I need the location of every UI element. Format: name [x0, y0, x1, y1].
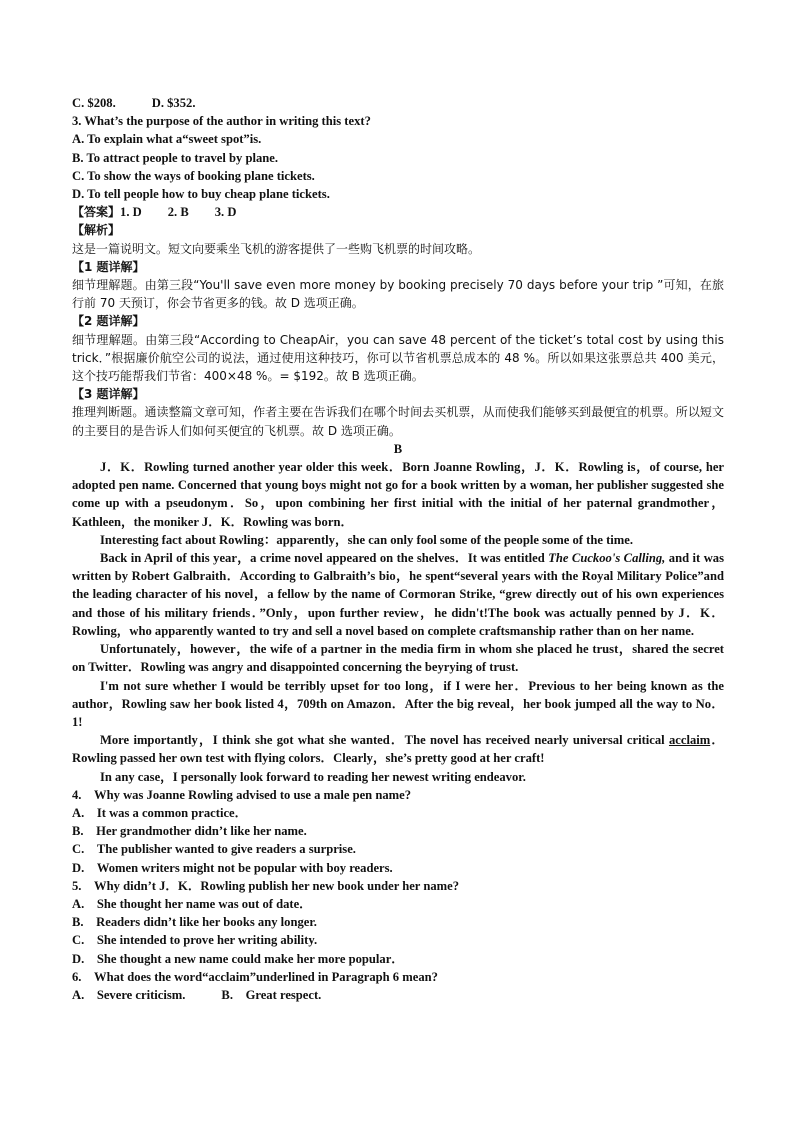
document-page: [72, 94, 724, 1004]
q5-option-b: B. Readers didn’t like her books any longer.: [72, 915, 317, 930]
passage-paragraph-7: In any case，I personally look forward to reading her newest writing endeavor.: [100, 769, 526, 784]
detail-1-text: 细节理解题。由第三段“You'll save even more money by booking precisely 70 days before your trip ”可知，在旅行前 70 天预订，你会节省更多的钱。故 D 选项正确。: [72, 278, 724, 311]
analysis-label: 【解析】: [72, 223, 121, 238]
q2-option-d: D. $352.: [151, 96, 196, 110]
q5-option-c: C. She intended to prove her writing ability.: [72, 933, 318, 948]
detail-3-text: 推理判断题。通读整篇文章可知，作者主要在告诉我们在哪个时间去买机票，从而使我们能够买到最便宜的机票。所以短文的主要目的是告诉人们如何买便宜的飞机票。故 D 选项正确。: [72, 405, 724, 438]
p3-before: Back in April of this year，a crime novel appeared on the shelves．It was entitled: [100, 551, 549, 566]
q3-option-d: D. To tell people how to buy cheap plane tickets.: [72, 187, 330, 202]
q2-options-tail: [72, 94, 724, 112]
q6-options: [72, 986, 724, 1004]
answer-3: 3. D: [214, 205, 237, 220]
detail-1-label: 【1 题详解】: [72, 259, 145, 274]
q6-option-a: A. Severe criticism.: [72, 987, 186, 1002]
q3-option-c: C. To show the ways of booking plane tickets.: [72, 168, 315, 183]
answer-1: 1. D: [120, 205, 142, 220]
q2-option-c: C. $208.: [72, 96, 116, 110]
p6-before: More importantly，I think she got what she wanted．The novel has received nearly universal critical: [100, 733, 669, 748]
q4-question: 4. Why was Joanne Rowling advised to use a male pen name?: [72, 787, 412, 802]
answer-label: 【答案】: [72, 205, 121, 220]
q4-option-c: C. The publisher wanted to give readers a surprise.: [72, 842, 356, 857]
passage-paragraph-4: Unfortunately，however，the wife of a partner in the media firm in whom she placed he trust，shared the secret on Twitter．Rowling was angry and disappointed concerning the beyrying of trust.: [72, 642, 724, 675]
q5-question: 5. Why didn’t J．K．Rowling publish her new book under her name?: [72, 878, 459, 893]
detail-2-label: 【2 题详解】: [72, 314, 145, 329]
q3-option-b: B. To attract people to travel by plane.: [72, 150, 279, 165]
q6-question: 6. What does the word“acclaim”underlined in Paragraph 6 mean?: [72, 969, 438, 984]
book-title: The Cuckoo's Calling,: [548, 551, 666, 566]
q6-option-b: B. Great respect.: [221, 987, 322, 1002]
section-b-heading: B: [393, 441, 403, 456]
q4-option-b: B. Her grandmother didn’t like her name.: [72, 824, 307, 839]
q4-option-d: D. Women writers might not be popular with boy readers.: [72, 860, 393, 875]
p3-after: and it was written by Robert Galbraith．According to Galbraith’s bio，he spent“several years with the Royal Military Police”and the leading character of his novel，a fellow by the name of Cormoran Strike, “grew directly out of his own experiences and those of his military friends．”Only，upon further review，he didn't!The book was actually penned by J．K．Rowling，who apparently wanted to try and sell a novel based on complete craftsmanship rather than on her name.: [72, 551, 724, 638]
q3-question: 3. What’s the purpose of the author in writing this text?: [72, 114, 371, 129]
p6-after: ．Rowling passed her own test with flying colors．Clearly，she’s pretty good at her craft!: [72, 733, 724, 766]
detail-2-text: 细节理解题。由第三段“According to CheapAir，you can save 48 percent of the ticket’s total cost by using this trick．”根据廉价航空公司的说法，通过使用这种技巧，你可以节省机票总成本的 48 %。所以如果这张票总共 400 美元，这个技巧能帮我们节省：400×48 %。= $192。故 B 选项正确。: [72, 332, 724, 384]
answer-2: 2. B: [167, 205, 189, 220]
passage-paragraph-6: [72, 731, 724, 767]
detail-3-label: 【3 题详解】: [72, 387, 145, 402]
q5-option-a: A. She thought her name was out of date．: [72, 896, 312, 911]
q4-option-a: A. It was a common practice．: [72, 805, 248, 820]
passage-paragraph-3: [72, 549, 724, 640]
answer-line: [72, 203, 724, 221]
q5-option-d: D. She thought a new name could make her more popular．: [72, 951, 404, 966]
passage-paragraph-1: J．K．Rowling turned another year older this week．Born Joanne Rowling，J．K．Rowling is，of course, her adopted pen name. Concerned that young boys might not go for a book written by a woman, her publisher suggested she come up with a pseudonym．So，upon combining her first initial with the initial of her paternal grandmother，Kathleen，the moniker J．K．Rowling was born．: [72, 460, 724, 529]
passage-paragraph-5: I'm not sure whether I would be terribly upset for too long，if I were her．Previous to her being known as the author，Rowling saw her book listed 4，709th on Amazon．After the big reveal，her book jumped all the way to No．1!: [72, 678, 724, 729]
underlined-word: acclaim: [668, 733, 711, 748]
q3-option-a: A. To explain what a“sweet spot”is.: [72, 132, 262, 147]
analysis-summary: 这是一篇说明文。短文向要乘坐飞机的游客提供了一些购飞机票的时间攻略。: [72, 241, 481, 256]
passage-paragraph-2: Interesting fact about Rowling：apparently，she can only fool some of the people some of the time.: [100, 532, 633, 547]
